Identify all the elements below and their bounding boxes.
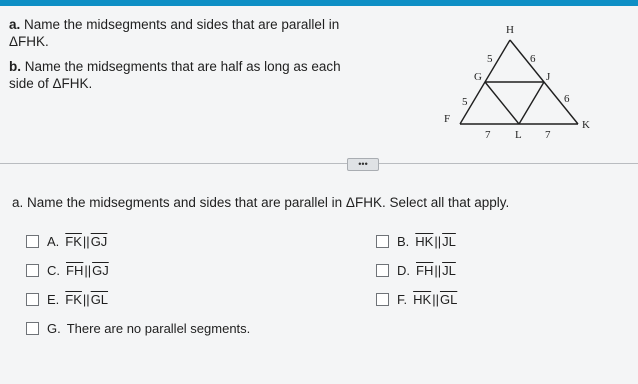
section-divider bbox=[0, 163, 638, 164]
option-b[interactable] bbox=[376, 233, 456, 249]
option-c-segment-1: $\overline{FH}$ bbox=[66, 262, 84, 278]
prompt-part-a bbox=[9, 16, 369, 50]
vertex-g-label: G bbox=[474, 71, 482, 83]
length-jk: 6 bbox=[564, 93, 570, 105]
length-hg: 5 bbox=[487, 53, 493, 65]
option-f-checkbox[interactable] bbox=[376, 293, 389, 306]
option-a-segment-2: $\overline{GJ}$ bbox=[90, 233, 108, 249]
option-a-segment-1: $\overline{FK}$ bbox=[65, 233, 82, 249]
expand-more-button[interactable]: ••• bbox=[347, 158, 379, 171]
option-d[interactable] bbox=[376, 262, 456, 278]
vertex-j-label: J bbox=[546, 71, 551, 83]
option-g-text: There are no parallel segments. bbox=[66, 320, 251, 336]
option-d-letter: D. bbox=[397, 262, 410, 278]
option-f-segment-1: $\overline{HK}$ bbox=[413, 291, 432, 307]
option-a[interactable] bbox=[26, 233, 107, 249]
option-f[interactable] bbox=[376, 291, 457, 307]
option-c-letter: C. bbox=[47, 262, 60, 278]
option-e-checkbox[interactable] bbox=[26, 293, 39, 306]
option-b-parallel: || bbox=[434, 233, 442, 249]
part-a-text: Name the midsegments and sides that are parallel in ΔFHK. bbox=[9, 17, 340, 49]
option-c-parallel: || bbox=[84, 262, 92, 278]
option-g-letter: G. bbox=[47, 320, 61, 336]
prompt-part-b bbox=[9, 58, 369, 92]
option-e-segment-1: $\overline{FK}$ bbox=[65, 291, 82, 307]
option-b-letter: B. bbox=[397, 233, 410, 249]
top-accent-bar bbox=[0, 0, 638, 6]
option-c-checkbox[interactable] bbox=[26, 264, 39, 277]
option-g[interactable] bbox=[26, 320, 250, 336]
part-a-label: a. bbox=[9, 17, 21, 32]
option-a-letter: A. bbox=[47, 233, 60, 249]
length-fl: 7 bbox=[485, 129, 491, 141]
option-a-parallel: || bbox=[82, 233, 90, 249]
option-f-letter: F. bbox=[397, 291, 408, 307]
length-hj: 6 bbox=[530, 53, 536, 65]
option-b-checkbox[interactable] bbox=[376, 235, 389, 248]
option-d-checkbox[interactable] bbox=[376, 264, 389, 277]
vertex-f-label: F bbox=[444, 113, 451, 125]
length-lk: 7 bbox=[545, 129, 551, 141]
option-b-segment-1: $\overline{HK}$ bbox=[415, 233, 434, 249]
option-e-parallel: || bbox=[82, 291, 90, 307]
option-c-segment-2: $\overline{GJ}$ bbox=[92, 262, 109, 278]
vertex-h-label: H bbox=[506, 24, 514, 36]
option-a-checkbox[interactable] bbox=[26, 235, 39, 248]
vertex-l-label: L bbox=[515, 129, 522, 141]
option-d-segment-1: $\overline{FH}$ bbox=[416, 262, 434, 278]
triangle-figure bbox=[438, 18, 598, 148]
option-f-parallel: || bbox=[432, 291, 439, 307]
vertex-k-label: K bbox=[582, 119, 590, 131]
option-g-checkbox[interactable] bbox=[26, 322, 39, 335]
midsegment-jl bbox=[519, 82, 544, 124]
question-text: a. Name the midsegments and sides that are parallel in ΔFHK. Select all that apply. bbox=[12, 195, 510, 210]
option-e-segment-2: $\overline{GL}$ bbox=[90, 291, 109, 307]
option-c[interactable] bbox=[26, 262, 109, 278]
option-d-segment-2: $\overline{JL}$ bbox=[442, 262, 456, 278]
option-e-letter: E. bbox=[47, 291, 60, 307]
option-e[interactable] bbox=[26, 291, 108, 307]
option-d-parallel: || bbox=[434, 262, 442, 278]
midsegment-gl bbox=[485, 82, 519, 124]
length-gf: 5 bbox=[462, 96, 468, 108]
part-b-text: Name the midsegments that are half as long as each side of ΔFHK. bbox=[9, 59, 341, 91]
option-b-segment-2: $\overline{JL}$ bbox=[442, 233, 456, 249]
part-b-label: b. bbox=[9, 59, 21, 74]
option-f-segment-2: $\overline{GL}$ bbox=[439, 291, 458, 307]
